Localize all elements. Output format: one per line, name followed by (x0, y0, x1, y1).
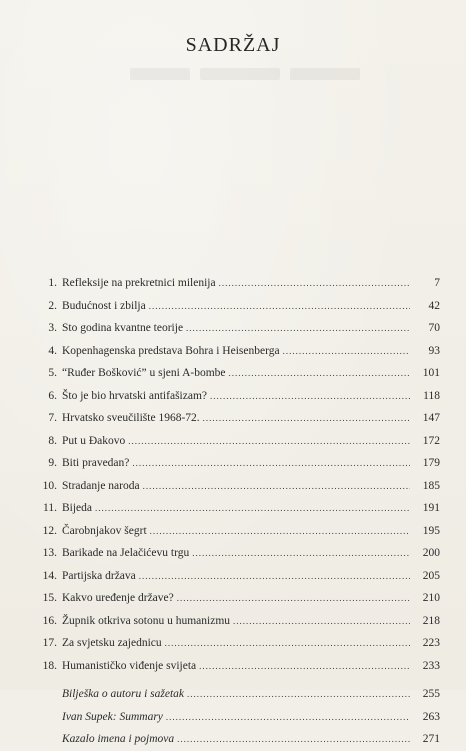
toc-entry (20, 565, 440, 588)
chapter-title: Partijska država (62, 569, 136, 582)
chapter-number: 13. (42, 547, 57, 559)
page-number: 118 (423, 389, 440, 402)
dot-leader (203, 407, 410, 430)
page-number: 205 (422, 569, 440, 582)
chapter-number: 2. (48, 299, 57, 312)
dot-leader (177, 728, 410, 751)
page-number: 7 (434, 277, 440, 289)
toc-entry (20, 632, 440, 655)
dot-leader (229, 362, 410, 385)
chapter-number: 1. (48, 277, 57, 289)
toc-entry (20, 272, 440, 295)
chapter-title: Hrvatsko sveučilište 1968-72. (62, 412, 200, 424)
chapter-title: Bijeda (62, 502, 93, 514)
appendix-title: Bilješka o autoru i sažetak (62, 688, 185, 700)
chapter-number: 4. (48, 344, 57, 357)
table-of-contents (20, 272, 440, 751)
toc-entry (20, 430, 440, 453)
dot-leader (128, 430, 410, 453)
show-through-text (130, 60, 360, 86)
page-number: 233 (422, 659, 440, 672)
dot-leader (165, 632, 410, 655)
toc-entry (20, 655, 440, 678)
appendix-title: Kazalo imena i pojmova (62, 733, 175, 745)
chapter-number: 10. (42, 479, 57, 492)
toc-entry (20, 542, 440, 565)
dot-leader (187, 683, 410, 706)
toc-appendix-entry (20, 706, 440, 729)
chapter-number: 5. (48, 367, 57, 379)
chapter-title: Budućnost i zbilja (62, 299, 146, 312)
chapter-title: Župnik otkriva sotonu u humanizmu (62, 614, 231, 627)
page-number: 200 (422, 547, 440, 559)
toc-entry (20, 497, 440, 520)
chapter-title: Kopenhagenska predstava Bohra i Heisenberga (62, 344, 280, 357)
page-number: 101 (422, 367, 440, 379)
dot-leader (210, 385, 410, 408)
dot-leader (283, 340, 410, 363)
toc-entry (20, 385, 440, 408)
page-title: SADRŽAJ (185, 34, 281, 56)
page-number: 255 (422, 688, 440, 700)
chapter-title: Što je bio hrvatski antifašizam? (62, 389, 207, 402)
chapter-title: Stradanje naroda (62, 479, 140, 492)
toc-entry (20, 295, 440, 318)
dot-leader (139, 565, 410, 588)
toc-appendix-entry (20, 683, 440, 706)
dot-leader (199, 655, 410, 678)
dot-leader (219, 272, 410, 295)
dot-leader (132, 452, 410, 475)
page-number: 263 (422, 710, 440, 723)
page-number: 195 (422, 524, 440, 537)
toc-entry (20, 407, 440, 430)
toc-entry (20, 475, 440, 498)
chapter-number: 15. (42, 592, 57, 604)
toc-entry (20, 452, 440, 475)
page-number: 210 (422, 592, 440, 604)
chapter-title: Kakvo uređenje države? (62, 592, 174, 604)
chapter-title: Čarobnjakov šegrt (62, 524, 147, 537)
page-number: 42 (428, 299, 440, 312)
dot-leader (233, 610, 410, 633)
page-number: 172 (422, 434, 440, 447)
dot-leader (186, 317, 410, 340)
chapter-title: Put u Đakovo (62, 434, 126, 447)
chapter-number: 8. (48, 434, 57, 447)
chapter-title: Sto godina kvantne teorije (62, 322, 184, 334)
page-number: 179 (422, 457, 440, 469)
chapter-number: 16. (42, 614, 57, 627)
chapter-title: Biti pravedan? (62, 457, 130, 469)
page-number: 70 (428, 322, 440, 334)
toc-entry (20, 362, 440, 385)
chapter-number: 7. (48, 412, 57, 424)
chapter-number: 11. (43, 502, 57, 514)
page-number: 271 (422, 733, 440, 745)
page-number: 223 (422, 637, 440, 649)
appendix-title: Ivan Supek: Summary (62, 710, 163, 723)
chapter-title: Za svjetsku zajednicu (62, 637, 162, 649)
dot-leader (143, 475, 410, 498)
toc-entry (20, 587, 440, 610)
dot-leader (192, 542, 410, 565)
page-number: 185 (422, 479, 440, 492)
chapter-number: 6. (48, 389, 57, 402)
chapter-number: 3. (48, 322, 57, 334)
dot-leader (150, 520, 410, 543)
page-number: 147 (422, 412, 440, 424)
chapter-number: 14. (42, 569, 57, 582)
chapter-number: 12. (42, 524, 57, 537)
dot-leader (177, 587, 410, 610)
chapter-title: Refleksije na prekretnici milenija (62, 277, 216, 289)
chapter-number: 18. (42, 659, 57, 672)
page-number: 93 (428, 344, 440, 357)
chapter-title: Humanističko viđenje svijeta (62, 659, 197, 672)
chapter-number: 17. (42, 637, 57, 649)
toc-appendix-entry (20, 728, 440, 751)
page-number: 191 (422, 502, 440, 514)
page-number: 218 (422, 614, 440, 627)
toc-entry (20, 317, 440, 340)
toc-entry (20, 520, 440, 543)
toc-entry (20, 610, 440, 633)
dot-leader (149, 295, 410, 318)
chapter-title: Barikade na Jelačićevu trgu (62, 547, 190, 559)
chapter-title: “Ruđer Bošković” u sjeni A-bombe (62, 367, 226, 379)
toc-entry (20, 340, 440, 363)
dot-leader (95, 497, 410, 520)
chapter-number: 9. (48, 457, 57, 469)
dot-leader (166, 706, 410, 729)
